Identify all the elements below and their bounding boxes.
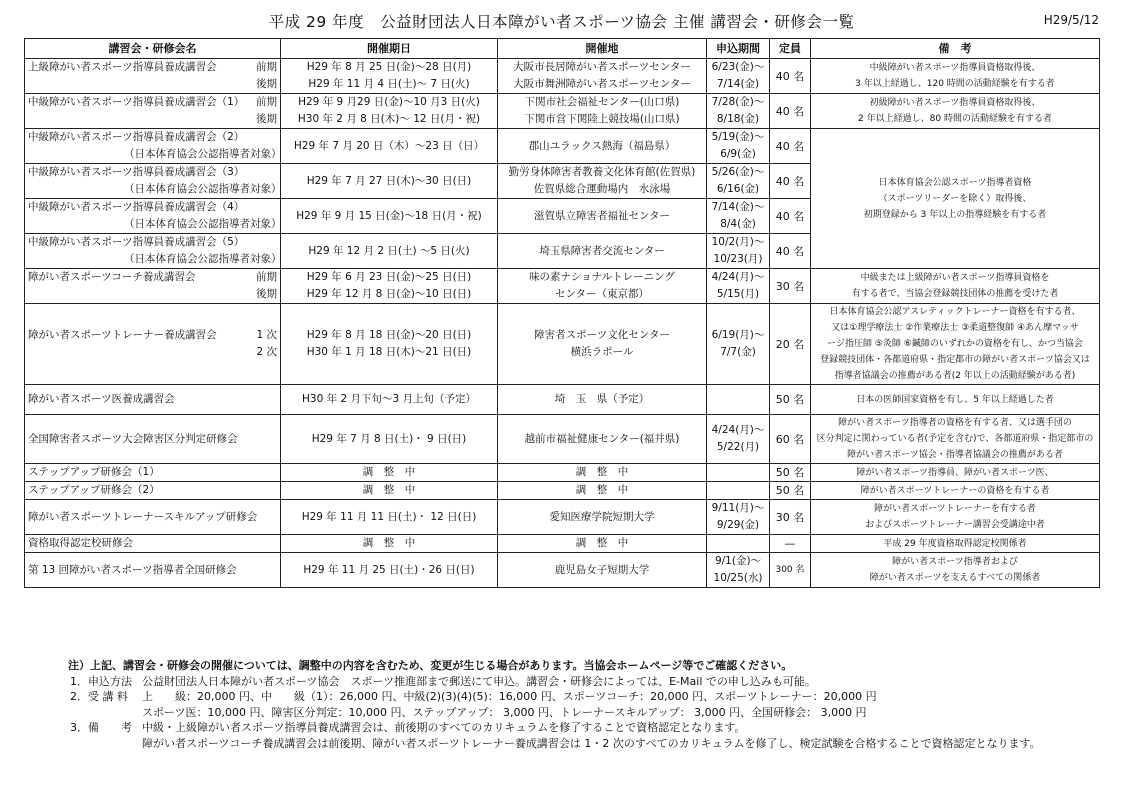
course-period: 6/23(金)～ 7/14(金) [707,59,770,94]
course-date: H30 年 2 月下旬～3 月上旬（予定） [281,385,498,415]
course-name: 中級障がい者スポーツ指導員養成講習会（2） （日本体育協会公認指導者対象） [25,129,281,164]
course-venue: 調 整 中 [498,535,707,553]
table-row [25,500,1100,535]
course-capacity: 40 名 [770,94,811,129]
fee-text-2: スポーツ医：10,000 円、障害区分判定：10,000 円、ステップアップ： 3,000 円、トレーナースキルアップ： 3,000 円、全国研修会： 3,000 円 [142,705,867,719]
table-row [25,59,1100,94]
course-capacity: 40 名 [770,59,811,94]
course-capacity: 30 名 [770,500,811,535]
course-name: 第 13 回障がい者スポーツ指導者全国研修会 [25,553,281,588]
course-remarks: 初級障がい者スポーツ指導員資格取得後、 2 年以上経過し、80 時間の活動経験を有する者 [811,94,1100,129]
course-remarks: 障がい者スポーツトレーナーの資格を有する者 [811,482,1100,500]
course-period [707,385,770,415]
header-remarks: 備 考 [811,39,1100,59]
footnotes [24,658,1099,751]
table-row [25,269,1100,304]
course-capacity: 50 名 [770,482,811,500]
course-date: 調 整 中 [281,464,498,482]
course-remarks: 障がい者スポーツ指導者の資格を有する者、又は選手団の 区分判定に関わっている者(予定を含む)で、各都道府県・指定都市の 障がい者スポーツ協会・指導者協議会の推薦がある者 [811,415,1100,464]
course-period [707,535,770,553]
course-name: 中級障がい者スポーツ指導員養成講習会（4） （日本体育協会公認指導者対象） [25,199,281,234]
table-row [25,535,1100,553]
course-date: H29 年 12 月 2 日(土) ～5 日(火) [281,234,498,269]
course-capacity: 40 名 [770,199,811,234]
course-venue: 下関市社会福祉センター(山口県) 下関市営下関陸上競技場(山口県) [498,94,707,129]
table-row [25,464,1100,482]
remark-section [24,720,1099,736]
header-venue: 開催地 [498,39,707,59]
course-period: 9/1(金)～ 10/25(水) [707,553,770,588]
course-venue: 鹿児島女子短期大学 [498,553,707,588]
course-venue: 調 整 中 [498,464,707,482]
table-header-row [25,39,1100,59]
course-venue: 大阪市長居障がい者スポーツセンター 大阪市舞洲障がい者スポーツセンター [498,59,707,94]
table-row [25,415,1100,464]
course-period: 10/2(月)～ 10/23(月) [707,234,770,269]
course-capacity: 30 名 [770,269,811,304]
course-remarks: 日本の医師国家資格を有し、5 年以上経過した者 [811,385,1100,415]
table-row [25,129,1100,164]
course-name: 障がい者スポーツコーチ養成講習会 前期 後期 [25,269,281,304]
course-date: H29 年 7 月 27 日(木)～30 日(日) [281,164,498,199]
table-row [25,94,1100,129]
remark-label: 3．備 考 [70,721,132,734]
application-method-label: 1．申込方法 [70,674,132,688]
course-capacity: 60 名 [770,415,811,464]
course-name: 障がい者スポーツトレーナー養成講習会 1 次 2 次 [25,304,281,385]
course-venue: 埼 玉 県（予定） [498,385,707,415]
course-capacity: 40 名 [770,129,811,164]
header-name: 講習会・研修会名 [25,39,281,59]
caution-note: 注）上記、講習会・研修会の開催については、調整中の内容を含むため、変更が生じる場合があります。当協会ホームページ等でご確認ください。 [68,659,793,672]
course-date: H29 年 8 月 18 日(金)～20 日(日) H30 年 1 月 18 日(木)～21 日(日) [281,304,498,385]
course-date: H29 年 11 月 11 日(土)・ 12 日(日) [281,500,498,535]
remark-text-1: 中級・上級障がい者スポーツ指導員養成講習会は、前後期のすべてのカリキュラムを修了することで資格認定となります。 [142,721,746,734]
application-method [24,674,1099,690]
fee-text-1: 上 級：20,000 円、中 級（1）：26,000 円、中級(2)(3)(4)(5)：16,000 円、スポーツコーチ：20,000 円、スポーツトレーナー：20,000 円 [142,690,877,703]
course-capacity: 50 名 [770,385,811,415]
course-remarks: 障がい者スポーツトレーナーを有する者 およびスポーツトレーナー講習会受講途中者 [811,500,1100,535]
course-remarks: 障がい者スポーツ指導員、障がい者スポーツ医、 [811,464,1100,482]
course-period: 7/14(金)～ 8/4(金) [707,199,770,234]
course-date: 調 整 中 [281,482,498,500]
course-period [707,464,770,482]
course-name: 中級障がい者スポーツ指導員養成講習会（1） 前期 後期 [25,94,281,129]
course-venue: 越前市福祉健康センター(福井県) [498,415,707,464]
course-remarks: 中級障がい者スポーツ指導員資格取得後、 3 年以上経過し、120 時間の活動経験を有する者 [811,59,1100,94]
course-name: 上級障がい者スポーツ指導員養成講習会 前期 後期 [25,59,281,94]
header-date: 開催期日 [281,39,498,59]
course-date: H29 年 8 月 25 日(金)～28 日(月) H29 年 11 月 4 日(土)～ 7 日(火) [281,59,498,94]
course-period: 4/24(月)～ 5/15(月) [707,269,770,304]
course-date: H29 年 7 月 20 日（木）～23 日（日） [281,129,498,164]
header-period: 申込期間 [707,39,770,59]
course-name: ステップアップ研修会（2） [25,482,281,500]
table-row [25,553,1100,588]
course-venue: 調 整 中 [498,482,707,500]
course-capacity: 40 名 [770,234,811,269]
course-date: H29 年 7 月 8 日(土)・ 9 日(日) [281,415,498,464]
course-remarks: 日本体育協会公認スポーツ指導者資格 （スポーツリーダーを除く）取得後、 初期登録から 3 年以上の指導経験を有する者 [811,129,1100,269]
course-name: 中級障がい者スポーツ指導員養成講習会（3） （日本体育協会公認指導者対象） [25,164,281,199]
fee-label: 2．受 講 料 [70,690,128,703]
course-date: H29 年 9 月29 日(金)～10 月3 日(火) H30 年 2 月 8 日(木)～ 12 日(月・祝) [281,94,498,129]
course-date: 調 整 中 [281,535,498,553]
course-period: 6/19(月)～ 7/7(金) [707,304,770,385]
course-venue: 味の素ナショナルトレーニング センター（東京都） [498,269,707,304]
course-period: 5/26(金)～ 6/16(金) [707,164,770,199]
course-period: 5/19(金)～ 6/9(金) [707,129,770,164]
table-row [25,304,1100,385]
course-capacity: — [770,535,811,553]
course-capacity: 50 名 [770,464,811,482]
document-header [24,10,1099,36]
course-period: 7/28(金)～ 8/18(金) [707,94,770,129]
application-method-text: 公益財団法人日本障がい者スポーツ協会 スポーツ推進部まで郵送にて申込。講習会・研修会によっては、E-Mail での申し込みも可能。 [142,674,816,688]
course-name: ステップアップ研修会（1） [25,464,281,482]
course-venue: 滋賀県立障害者福祉センター [498,199,707,234]
course-period: 4/24(月)～ 5/22(月) [707,415,770,464]
course-venue: 埼玉県障害者交流センター [498,234,707,269]
course-name: 中級障がい者スポーツ指導員養成講習会（5） （日本体育協会公認指導者対象） [25,234,281,269]
course-name: 障がい者スポーツトレーナースキルアップ研修会 [25,500,281,535]
course-period [707,482,770,500]
course-name: 全国障害者スポーツ大会障害区分判定研修会 [25,415,281,464]
course-capacity: 40 名 [770,164,811,199]
course-venue: 郡山ユラックス熱海（福島県） [498,129,707,164]
course-remarks: 障がい者スポーツ指導者および 障がい者スポーツを支えるすべての関係者 [811,553,1100,588]
course-venue: 勤労身体障害者教養文化体育館(佐賀県) 佐賀県総合運動場内 水泳場 [498,164,707,199]
remark-text-2: 障がい者スポーツコーチ養成講習会は前後期、障がい者スポーツトレーナー養成講習会は 1・2 次のすべてのカリキュラムを修了し、検定試験を合格することで資格認定となります。 [142,736,1041,750]
course-period: 9/11(月)～ 9/29(金) [707,500,770,535]
course-date: H29 年 9 月 15 日(金)～18 日(月・祝) [281,199,498,234]
course-venue: 愛知医療学院短期大学 [498,500,707,535]
course-name: 障がい者スポーツ医養成講習会 [25,385,281,415]
table-row [25,482,1100,500]
course-remarks: 中級または上級障がい者スポーツ指導員資格を 有する者で、当協会登録競技団体の推薦を受けた者 [811,269,1100,304]
fee-section [24,689,1099,705]
table-row [25,385,1100,415]
course-remarks: 平成 29 年度資格取得認定校関係者 [811,535,1100,553]
course-remarks: 日本体育協会公認アスレティックトレーナー資格を有する者、 又は①理学療法士 ②作業療法士 ③柔道整復師 ④あん摩マッサ ージ指圧師 ⑤灸師 ⑥鍼師のいずれかの資格を有し、かつ当協会 登録競技団体・各都道府県・指定都市の障がい者スポーツ協会又は 指導者協議会の推薦がある者(2 年以上の活動経験がある者) [811,304,1100,385]
course-capacity: 300 名 [770,553,811,588]
header-capacity: 定員 [770,39,811,59]
course-name: 資格取得認定校研修会 [25,535,281,553]
course-venue: 障害者スポーツ文化センター 横浜ラポール [498,304,707,385]
document-date: H29/5/12 [1043,13,1099,27]
document-title: 平成 29 年度 公益財団法人日本障がい者スポーツ協会 主催 講習会・研修会一覧 [268,13,855,31]
course-date: H29 年 6 月 23 日(金)～25 日(日) H29 年 12 月 8 日(金)～10 日(日) [281,269,498,304]
seminar-table [24,38,1100,588]
course-date: H29 年 11 月 25 日(土)・26 日(日) [281,553,498,588]
course-capacity: 20 名 [770,304,811,385]
